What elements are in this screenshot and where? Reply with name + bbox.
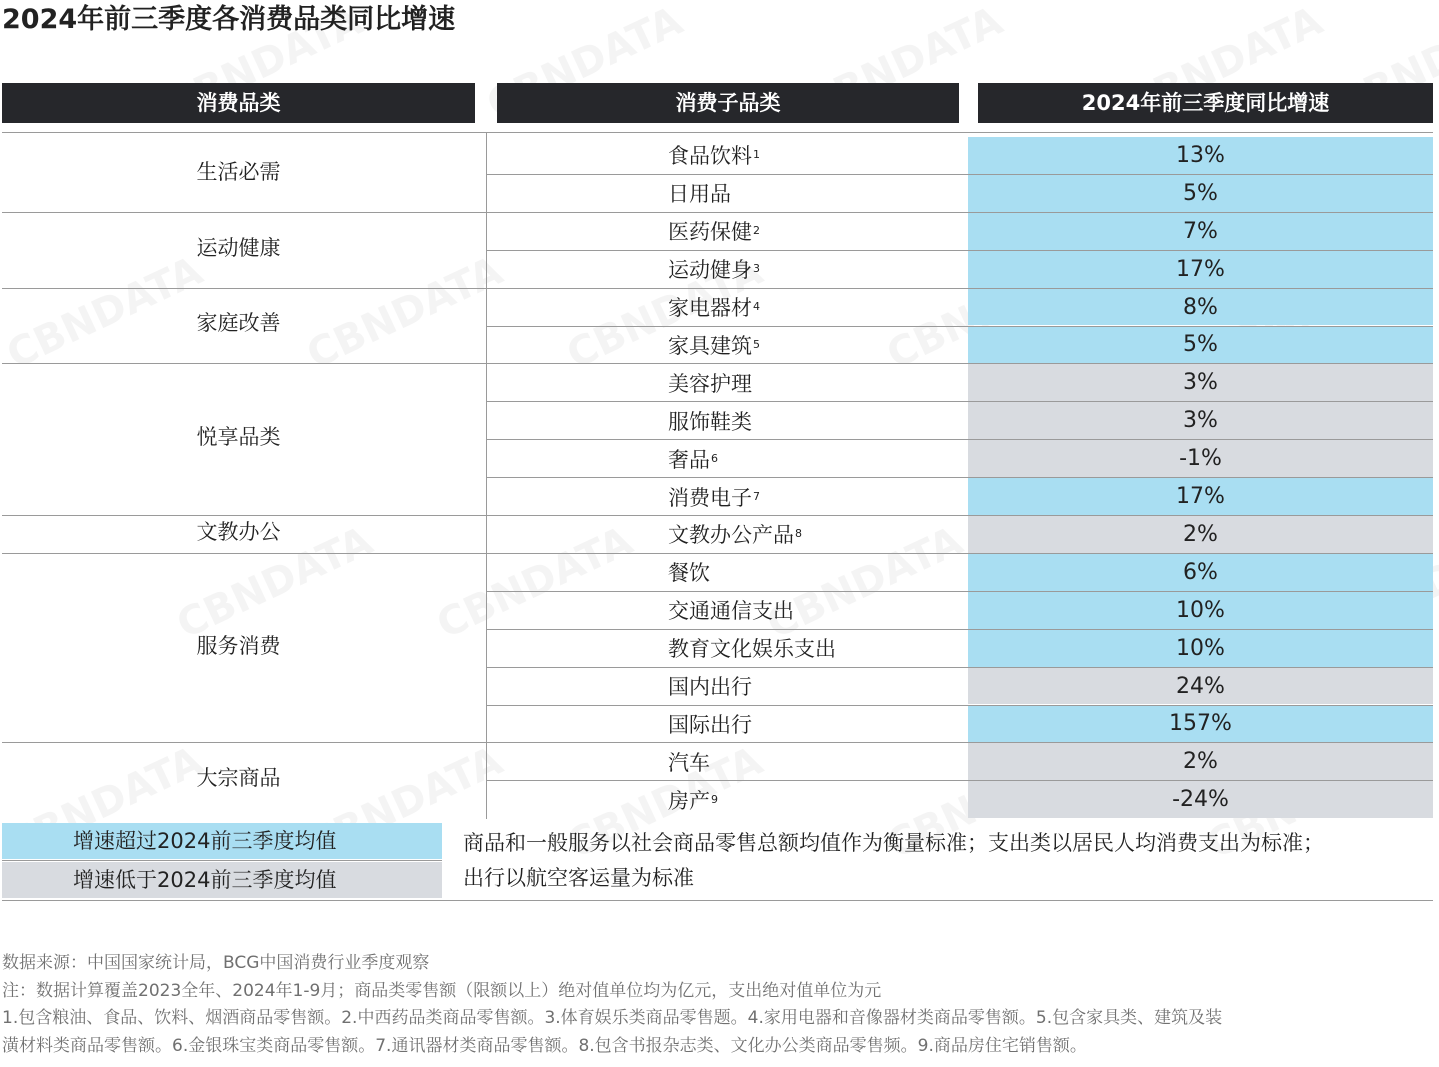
- growth-value-cell: 6%: [968, 554, 1433, 591]
- growth-value-cell: 24%: [968, 668, 1433, 705]
- subcategory-label: 汽车: [668, 750, 710, 775]
- subcategory-label: 家电器材: [668, 296, 752, 321]
- footnote-line4: 潢材料类商品零售额。6.金银珠宝类商品零售额。7.通讯器材类商品零售额。8.包含书报杂志类、文化办公类商品零售频。9.商品房住宅销售额。: [2, 1035, 1087, 1056]
- subcategory-label: 家具建筑: [668, 333, 752, 358]
- subcategory-label: 食品饮料: [668, 144, 752, 169]
- subcategory-cell: 家具建筑 5: [668, 327, 958, 364]
- growth-value-cell: 2%: [968, 743, 1433, 780]
- subcategory-label: 运动健身: [668, 258, 752, 283]
- subcategory-label: 文教办公产品: [668, 523, 794, 548]
- footnote-source: 数据来源：中国国家统计局，BCG中国消费行业季度观察: [2, 953, 430, 973]
- legend-note-line2: 出行以航空客运量为标准: [463, 866, 694, 890]
- subcategory-label: 奢品: [668, 447, 710, 472]
- category-cell: 大宗商品: [196, 766, 281, 791]
- legend-divider: [2, 860, 442, 861]
- subcategory-cell: 家电器材 4: [668, 289, 958, 326]
- growth-value-cell: 5%: [968, 175, 1433, 212]
- category-cell: 家庭改善: [196, 311, 281, 336]
- subcategory-label: 医药保健: [668, 220, 752, 245]
- growth-value-cell: -24%: [968, 781, 1433, 818]
- subcategory-label: 国际出行: [668, 712, 752, 737]
- growth-value-cell: 17%: [968, 478, 1433, 515]
- growth-value-cell: 17%: [968, 251, 1433, 288]
- subcategory-cell: [668, 175, 958, 212]
- header-category: 消费品类: [2, 83, 475, 123]
- growth-value-cell: 10%: [968, 630, 1433, 667]
- growth-value-cell: 7%: [968, 213, 1433, 250]
- subcategory-cell: [668, 364, 958, 401]
- header-growth: 2024年前三季度同比增速: [978, 83, 1433, 123]
- growth-value-cell: 10%: [968, 592, 1433, 629]
- category-cell: 悦享品类: [196, 425, 281, 450]
- page-title: 2024年前三季度各消费品类同比增速: [2, 4, 456, 35]
- footnote-note: 注：数据计算覆盖2023全年、2024年1-9月；商品类零售额（限额以上）绝对值单位均为亿元，支出绝对值单位为元: [2, 980, 882, 1001]
- growth-value-cell: 5%: [968, 327, 1433, 364]
- footnotes: [2, 950, 1437, 1060]
- subcategory-label: 日用品: [668, 182, 731, 207]
- subcategory-label: 教育文化娱乐支出: [668, 637, 836, 662]
- footnote-line3: 1.包含粮油、食品、饮料、烟酒商品零售额。2.中西药品类商品零售额。3.体育娱乐类商品零售题。4.家用电器和音像器材类商品零售额。5.包含家具类、建筑及装: [2, 1008, 1223, 1028]
- subcategory-cell: [668, 554, 958, 591]
- category-cell: 服务消费: [196, 633, 281, 658]
- header-subcategory: 消费子品类: [497, 83, 959, 123]
- category-cell: 运动健康: [196, 235, 281, 260]
- subcategory-cell: 文教办公产品 8: [668, 516, 958, 553]
- subcategory-cell: [668, 706, 958, 743]
- subcategory-cell: 医药保健 2: [668, 213, 958, 250]
- column-divider: [486, 133, 487, 819]
- subcategory-cell: 房产 9: [668, 781, 958, 818]
- growth-value-cell: 13%: [968, 137, 1433, 174]
- subcategory-cell: 奢品 6: [668, 440, 958, 477]
- growth-value-cell: -1%: [968, 440, 1433, 477]
- subcategory-cell: [668, 592, 958, 629]
- subcategory-cell: [668, 668, 958, 705]
- subcategory-cell: [668, 743, 958, 780]
- category-cell: 文教办公: [196, 519, 281, 544]
- growth-value-cell: 3%: [968, 402, 1433, 439]
- legend-note-line1: 商品和一般服务以社会商品零售总额均值作为衡量标准；支出类以居民人均消费支出为标准；: [463, 831, 1324, 855]
- subcategory-cell: [668, 402, 958, 439]
- category-cell: 生活必需: [196, 159, 281, 184]
- legend-above-average: 增速超过2024前三季度均值: [2, 823, 442, 859]
- growth-value-cell: 8%: [968, 289, 1433, 326]
- legend-below-average: 增速低于2024前三季度均值: [2, 862, 442, 898]
- growth-value-cell: 157%: [968, 706, 1433, 743]
- subcategory-label: 国内出行: [668, 675, 752, 700]
- subcategory-cell: 运动健身 3: [668, 251, 958, 288]
- subcategory-label: 消费电子: [668, 485, 752, 510]
- table-bottom-divider: [2, 900, 1433, 901]
- subcategory-cell: 消费电子 7: [668, 478, 958, 515]
- growth-value-cell: 2%: [968, 516, 1433, 553]
- subcategory-label: 交通通信支出: [668, 599, 794, 624]
- subcategory-label: 美容护理: [668, 371, 752, 396]
- growth-value-cell: 3%: [968, 364, 1433, 401]
- subcategory-label: 房产: [668, 788, 710, 813]
- subcategory-label: 餐饮: [668, 561, 710, 586]
- subcategory-cell: 食品饮料 1: [668, 137, 958, 174]
- legend-note: [463, 826, 1431, 896]
- subcategory-cell: [668, 630, 958, 667]
- subcategory-label: 服饰鞋类: [668, 409, 752, 434]
